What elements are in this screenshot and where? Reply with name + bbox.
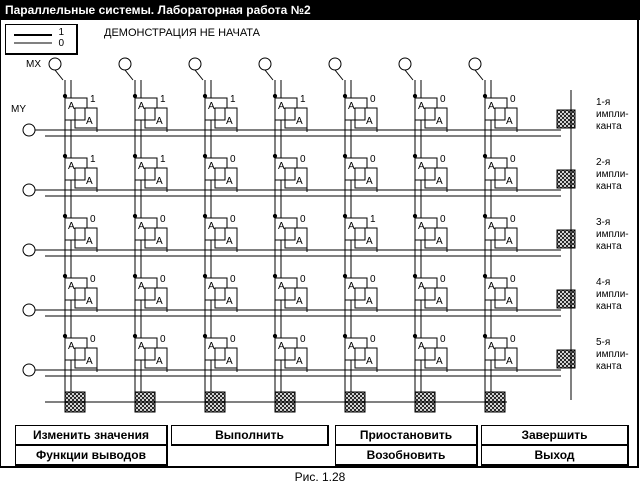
cell-symbol: A: [436, 176, 443, 187]
mx-input-circle: [259, 58, 271, 70]
cell-symbol: A: [226, 176, 233, 187]
cell-symbol: A: [86, 116, 93, 127]
cell-symbol: A: [278, 221, 285, 232]
cell-symbol: A: [208, 101, 215, 112]
my-input-circle: [23, 364, 35, 376]
cell-value: 0: [510, 94, 516, 105]
cell-symbol: A: [366, 356, 373, 367]
implicant-cell: [557, 170, 575, 188]
implicant-label-line: 5-я: [596, 337, 611, 348]
cell-symbol: A: [366, 296, 373, 307]
cell-symbol: A: [296, 356, 303, 367]
implicant-label: [596, 217, 629, 253]
implicant-label-line: 3-я: [596, 217, 611, 228]
implicant-label-line: импли-: [596, 109, 629, 120]
cell-value: 0: [440, 334, 446, 345]
cell-symbol: A: [366, 116, 373, 127]
cell-A: [133, 214, 167, 252]
cell-symbol: A: [156, 356, 163, 367]
mx-input-circle: [399, 58, 411, 70]
mx-input-circle: [469, 58, 481, 70]
cell-value: 0: [440, 94, 446, 105]
cell-A: [483, 214, 517, 252]
implicant-cell: [557, 290, 575, 308]
cell-value: 0: [510, 274, 516, 285]
figure-caption: Рис. 1.28: [294, 470, 346, 484]
cell-A: [483, 154, 517, 192]
cell-symbol: A: [506, 236, 513, 247]
run-button[interactable]: Выполнить: [171, 425, 329, 446]
cell-symbol: A: [418, 281, 425, 292]
cell-symbol: A: [418, 101, 425, 112]
implicant-label: [596, 157, 629, 193]
cell-value: 0: [90, 334, 96, 345]
cell-symbol: A: [278, 341, 285, 352]
cell-A: [273, 274, 307, 312]
cell-A: [203, 334, 237, 372]
cell-value: 0: [230, 274, 236, 285]
implicant-label-line: импли-: [596, 289, 629, 300]
cell-symbol: A: [226, 356, 233, 367]
cell-A: [483, 334, 517, 372]
cell-value: 0: [90, 214, 96, 225]
cell-symbol: A: [68, 161, 75, 172]
cell-symbol: A: [156, 176, 163, 187]
cell-symbol: A: [366, 176, 373, 187]
cell-symbol: A: [68, 221, 75, 232]
my-input-circle: [23, 304, 35, 316]
implicant-label-line: импли-: [596, 169, 629, 180]
cell-symbol: A: [156, 116, 163, 127]
cell-symbol: A: [278, 281, 285, 292]
cell-A: [203, 274, 237, 312]
my-input-circle: [23, 184, 35, 196]
cell-value: 1: [160, 94, 166, 105]
cell-value: 0: [370, 94, 376, 105]
cell-symbol: A: [138, 221, 145, 232]
change-values-button[interactable]: Изменить значения: [15, 425, 168, 446]
cell-value: 0: [300, 274, 306, 285]
cell-A: [413, 214, 447, 252]
cell-A: [63, 274, 97, 312]
cell-A: [343, 94, 377, 132]
cell-A: [343, 334, 377, 372]
implicant-label-line: импли-: [596, 349, 629, 360]
cell-symbol: A: [208, 341, 215, 352]
cell-value: 0: [370, 274, 376, 285]
implicant-label: [596, 277, 629, 313]
cell-A: [343, 154, 377, 192]
legend-one-label: 1: [58, 27, 64, 38]
cell-value: 0: [300, 214, 306, 225]
cell-symbol: A: [138, 341, 145, 352]
cell-A: [483, 94, 517, 132]
status-text: ДЕМОНСТРАЦИЯ НЕ НАЧАТА: [104, 27, 260, 39]
cell-symbol: A: [86, 296, 93, 307]
cell-A: [203, 94, 237, 132]
cell-symbol: A: [68, 341, 75, 352]
cell-symbol: A: [418, 221, 425, 232]
cell-symbol: A: [226, 296, 233, 307]
output-cell: [485, 392, 505, 412]
cell-value: 0: [370, 154, 376, 165]
cell-symbol: A: [208, 221, 215, 232]
output-cell: [135, 392, 155, 412]
cell-value: 0: [230, 214, 236, 225]
implicant-label: [596, 97, 629, 133]
cell-value: 1: [300, 94, 306, 105]
cell-symbol: A: [138, 281, 145, 292]
cell-A: [133, 274, 167, 312]
cell-A: [133, 334, 167, 372]
resume-button[interactable]: Возобновить: [335, 445, 478, 466]
scheme-diagram: [1, 20, 637, 420]
implicant-label-line: канта: [596, 181, 622, 192]
cell-value: 0: [230, 154, 236, 165]
implicant-label-line: 1-я: [596, 97, 611, 108]
cell-value: 0: [440, 154, 446, 165]
cell-symbol: A: [138, 161, 145, 172]
output-cell: [345, 392, 365, 412]
cell-value: 0: [300, 334, 306, 345]
cell-A: [63, 94, 97, 132]
cell-symbol: A: [488, 341, 495, 352]
cell-symbol: A: [156, 236, 163, 247]
cell-A: [203, 154, 237, 192]
cell-symbol: A: [296, 176, 303, 187]
cell-A: [63, 334, 97, 372]
cell-symbol: A: [208, 281, 215, 292]
implicant-cell: [557, 350, 575, 368]
cell-symbol: A: [86, 176, 93, 187]
cell-symbol: A: [436, 296, 443, 307]
pause-button[interactable]: Приостановить: [335, 425, 478, 446]
cell-value: 1: [90, 94, 96, 105]
cell-A: [483, 274, 517, 312]
cell-A: [203, 214, 237, 252]
mx-input-circle: [329, 58, 341, 70]
implicant-label-line: канта: [596, 301, 622, 312]
cell-symbol: A: [296, 116, 303, 127]
window-title: Параллельные системы. Лабораторная работа №2: [0, 0, 640, 20]
mx-input-circle: [119, 58, 131, 70]
cell-A: [273, 214, 307, 252]
cell-A: [413, 94, 447, 132]
cell-symbol: A: [278, 161, 285, 172]
cell-value: 1: [90, 154, 96, 165]
cell-symbol: A: [86, 356, 93, 367]
cell-value: 0: [510, 214, 516, 225]
cell-symbol: A: [68, 101, 75, 112]
cell-A: [343, 214, 377, 252]
cell-value: 1: [230, 94, 236, 105]
cell-A: [63, 154, 97, 192]
cell-symbol: A: [506, 356, 513, 367]
cell-symbol: A: [506, 296, 513, 307]
cell-A: [413, 154, 447, 192]
implicant-label-line: канта: [596, 361, 622, 372]
cell-symbol: A: [296, 236, 303, 247]
cell-symbol: A: [488, 161, 495, 172]
cell-value: 0: [440, 214, 446, 225]
cell-symbol: A: [418, 161, 425, 172]
implicant-label-line: канта: [596, 241, 622, 252]
cell-symbol: A: [208, 161, 215, 172]
cell-A: [343, 274, 377, 312]
cell-symbol: A: [418, 341, 425, 352]
mx-label: MX: [26, 59, 41, 70]
mx-input-circle: [49, 58, 61, 70]
mx-input-circle: [189, 58, 201, 70]
cell-A: [273, 334, 307, 372]
cell-value: 0: [510, 334, 516, 345]
cell-symbol: A: [348, 161, 355, 172]
cell-value: 0: [300, 154, 306, 165]
legend-zero-label: 0: [58, 38, 64, 49]
cell-symbol: A: [488, 101, 495, 112]
exit-button[interactable]: Выход: [481, 445, 629, 466]
cell-symbol: A: [278, 101, 285, 112]
cell-symbol: A: [436, 116, 443, 127]
cell-A: [413, 334, 447, 372]
cell-symbol: A: [68, 281, 75, 292]
output-cell: [275, 392, 295, 412]
cell-symbol: A: [296, 296, 303, 307]
cell-A: [63, 214, 97, 252]
implicant-label-line: 4-я: [596, 277, 611, 288]
cell-symbol: A: [366, 236, 373, 247]
my-input-circle: [23, 244, 35, 256]
output-cell: [65, 392, 85, 412]
cell-symbol: A: [348, 341, 355, 352]
my-input-circle: [23, 124, 35, 136]
cell-symbol: A: [348, 101, 355, 112]
cell-symbol: A: [348, 281, 355, 292]
cell-symbol: A: [138, 101, 145, 112]
cell-value: 0: [160, 334, 166, 345]
cell-value: 0: [510, 154, 516, 165]
cell-symbol: A: [488, 221, 495, 232]
cell-A: [413, 274, 447, 312]
cell-value: 0: [230, 334, 236, 345]
cell-value: 0: [440, 274, 446, 285]
cell-symbol: A: [226, 116, 233, 127]
implicant-cell: [557, 230, 575, 248]
output-cell: [205, 392, 225, 412]
client-area: [0, 20, 639, 468]
cell-A: [273, 154, 307, 192]
cell-symbol: A: [86, 236, 93, 247]
cell-symbol: A: [348, 221, 355, 232]
cell-value: 0: [90, 274, 96, 285]
cell-A: [133, 94, 167, 132]
cell-symbol: A: [436, 356, 443, 367]
cell-value: 0: [160, 274, 166, 285]
cell-value: 0: [370, 334, 376, 345]
cell-value: 1: [160, 154, 166, 165]
implicant-label-line: импли-: [596, 229, 629, 240]
implicant-cell: [557, 110, 575, 128]
implicant-label: [596, 337, 629, 373]
output-functions-button[interactable]: Функции выводов: [15, 445, 168, 466]
implicant-label-line: канта: [596, 121, 622, 132]
cell-value: 1: [370, 214, 376, 225]
cell-symbol: A: [156, 296, 163, 307]
cell-symbol: A: [488, 281, 495, 292]
cell-symbol: A: [226, 236, 233, 247]
cell-value: 0: [160, 214, 166, 225]
cell-A: [273, 94, 307, 132]
my-label: MY: [11, 104, 26, 115]
finish-button[interactable]: Завершить: [481, 425, 629, 446]
cell-symbol: A: [506, 116, 513, 127]
cell-symbol: A: [506, 176, 513, 187]
output-cell: [415, 392, 435, 412]
implicant-label-line: 2-я: [596, 157, 611, 168]
cell-symbol: A: [436, 236, 443, 247]
cell-A: [133, 154, 167, 192]
